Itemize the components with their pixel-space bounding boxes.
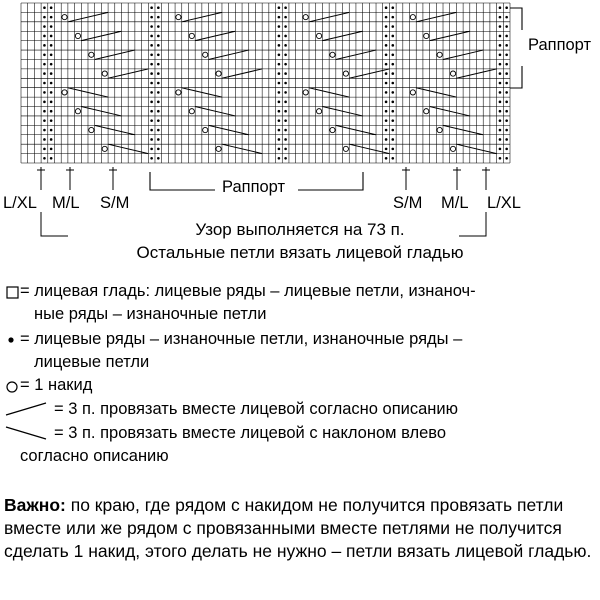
yarn-over-circle xyxy=(450,71,455,76)
purl-dot xyxy=(150,63,153,66)
purl-dot xyxy=(385,16,388,19)
purl-dot xyxy=(150,101,153,104)
purl-dot xyxy=(43,138,46,141)
purl-dot xyxy=(499,157,502,160)
legend-item-sk2p xyxy=(20,422,447,468)
yarn-over-circle xyxy=(316,109,321,114)
yarn-over-circle xyxy=(424,109,429,114)
yarn-over-circle xyxy=(203,127,208,132)
purl-dot xyxy=(284,138,287,141)
yarn-over-circle xyxy=(424,33,429,38)
purl-dot xyxy=(284,35,287,38)
purl-dot xyxy=(43,110,46,113)
yarn-over-circle xyxy=(176,15,181,20)
purl-dot xyxy=(157,157,160,160)
purl-dot xyxy=(50,63,53,66)
purl-dot xyxy=(50,35,53,38)
purl-dot xyxy=(50,44,53,47)
purl-dot xyxy=(278,129,281,132)
purl-dot xyxy=(150,148,153,151)
size-label-left-ml: M/L xyxy=(52,194,80,212)
purl-dot xyxy=(391,35,394,38)
yarn-over-circle xyxy=(75,33,80,38)
size-label-right-lxl: L/XL xyxy=(487,194,521,212)
purl-dot xyxy=(391,63,394,66)
purl-dot xyxy=(385,72,388,75)
purl-dot xyxy=(499,119,502,122)
purl-dot xyxy=(284,82,287,85)
circle-icon xyxy=(5,380,19,394)
purl-dot xyxy=(150,16,153,19)
purl-dot xyxy=(391,91,394,94)
purl-dot xyxy=(505,53,508,56)
purl-dot xyxy=(157,16,160,19)
purl-dot xyxy=(391,148,394,151)
purl-dot xyxy=(157,63,160,66)
size-label-left-sm: S/M xyxy=(100,194,130,212)
purl-dot xyxy=(278,6,281,9)
purl-dot xyxy=(50,129,53,132)
purl-dot xyxy=(50,101,53,104)
purl-dot xyxy=(505,35,508,38)
purl-dot xyxy=(499,35,502,38)
purl-dot xyxy=(505,44,508,47)
purl-dot xyxy=(391,53,394,56)
purl-dot xyxy=(278,138,281,141)
yarn-over-circle xyxy=(437,127,442,132)
purl-dot xyxy=(499,63,502,66)
purl-dot xyxy=(385,91,388,94)
purl-dot xyxy=(284,148,287,151)
purl-dot xyxy=(150,44,153,47)
purl-dot xyxy=(499,148,502,151)
purl-dot xyxy=(385,157,388,160)
legend-text: = 3 п. провязать вместе лицевой согласно описанию xyxy=(54,400,458,418)
yarn-over-circle xyxy=(303,90,308,95)
purl-dot xyxy=(43,6,46,9)
purl-dot xyxy=(150,25,153,28)
purl-dot xyxy=(284,72,287,75)
purl-dot xyxy=(385,53,388,56)
purl-dot xyxy=(499,101,502,104)
yarn-over-circle xyxy=(410,15,415,20)
purl-dot xyxy=(50,82,53,85)
rapport-right-label: Раппорт xyxy=(528,36,592,54)
purl-dot xyxy=(385,25,388,28)
purl-dot xyxy=(284,101,287,104)
yarn-over-circle xyxy=(189,33,194,38)
purl-dot xyxy=(284,119,287,122)
yarn-over-circle xyxy=(62,15,67,20)
purl-dot xyxy=(284,91,287,94)
purl-dot xyxy=(505,129,508,132)
purl-dot xyxy=(499,6,502,9)
purl-dot xyxy=(391,110,394,113)
purl-dot xyxy=(499,82,502,85)
legend-text: = 1 накид xyxy=(20,376,93,394)
purl-dot xyxy=(385,129,388,132)
yarn-over-circle xyxy=(75,109,80,114)
purl-dot xyxy=(505,157,508,160)
purl-dot xyxy=(43,119,46,122)
purl-dot xyxy=(150,129,153,132)
yarn-over-circle xyxy=(89,127,94,132)
purl-dot xyxy=(391,72,394,75)
purl-dot xyxy=(499,72,502,75)
purl-dot xyxy=(385,63,388,66)
purl-dot xyxy=(505,72,508,75)
purl-dot xyxy=(157,6,160,9)
purl-dot xyxy=(157,72,160,75)
purl-dot xyxy=(150,157,153,160)
purl-dot xyxy=(150,82,153,85)
yarn-over-circle xyxy=(189,109,194,114)
purl-dot xyxy=(391,101,394,104)
purl-dot xyxy=(157,119,160,122)
purl-dot xyxy=(157,25,160,28)
purl-dot xyxy=(278,53,281,56)
legend-text: = лицевые ряды – изнаночные петли, изнаночные ряды – xyxy=(20,330,463,348)
purl-dot xyxy=(43,44,46,47)
yarn-over-circle xyxy=(89,52,94,57)
purl-dot xyxy=(50,110,53,113)
purl-dot xyxy=(499,138,502,141)
purl-dot xyxy=(50,16,53,19)
purl-dot xyxy=(157,44,160,47)
purl-dot xyxy=(284,16,287,19)
purl-dot xyxy=(157,129,160,132)
caption-connector-left xyxy=(41,212,68,236)
chart-grid xyxy=(21,3,510,163)
purl-dot xyxy=(278,157,281,160)
purl-dot xyxy=(391,129,394,132)
purl-dot xyxy=(499,129,502,132)
purl-dot xyxy=(391,6,394,9)
legend-item-stockinette xyxy=(20,280,476,326)
purl-dot xyxy=(391,157,394,160)
rapport-right-bracket xyxy=(510,8,522,88)
purl-dot xyxy=(499,44,502,47)
yarn-over-circle xyxy=(343,146,348,151)
purl-dot xyxy=(391,25,394,28)
yarn-over-circle xyxy=(450,146,455,151)
dot-icon xyxy=(5,334,17,346)
legend-item-yarn-over xyxy=(20,374,92,397)
yarn-over-circle xyxy=(102,71,107,76)
purl-dot xyxy=(278,82,281,85)
purl-dot xyxy=(157,91,160,94)
purl-dot xyxy=(284,110,287,113)
size-label-right-sm: S/M xyxy=(393,194,423,212)
purl-dot xyxy=(278,35,281,38)
purl-dot xyxy=(50,72,53,75)
purl-dot xyxy=(150,53,153,56)
purl-dot xyxy=(150,138,153,141)
purl-dot xyxy=(43,101,46,104)
purl-dot xyxy=(50,25,53,28)
yarn-over-circle xyxy=(303,15,308,20)
purl-dot xyxy=(385,110,388,113)
purl-dot xyxy=(499,25,502,28)
purl-dot xyxy=(385,148,388,151)
purl-dot xyxy=(43,16,46,19)
purl-dot xyxy=(505,91,508,94)
legend-text-cont: согласно описанию xyxy=(20,447,169,465)
purl-dot xyxy=(391,44,394,47)
purl-dot xyxy=(157,148,160,151)
purl-dot xyxy=(278,148,281,151)
purl-dot xyxy=(43,148,46,151)
purl-dot xyxy=(157,138,160,141)
purl-dot xyxy=(50,91,53,94)
purl-dot xyxy=(150,72,153,75)
purl-dot xyxy=(499,91,502,94)
legend-text: = 3 п. провязать вместе лицевой с наклоном влево xyxy=(54,424,447,442)
purl-dot xyxy=(157,35,160,38)
purl-dot xyxy=(157,101,160,104)
purl-dot xyxy=(50,53,53,56)
purl-dot xyxy=(50,148,53,151)
rapport-bottom-label: Раппорт xyxy=(222,178,286,196)
right-slant-line-icon xyxy=(2,400,50,418)
important-note xyxy=(4,494,596,563)
purl-dot xyxy=(50,6,53,9)
purl-dot xyxy=(391,119,394,122)
purl-dot xyxy=(505,148,508,151)
purl-dot xyxy=(278,44,281,47)
purl-dot xyxy=(150,91,153,94)
purl-dot xyxy=(499,53,502,56)
yarn-over-circle xyxy=(410,90,415,95)
purl-dot xyxy=(284,53,287,56)
important-heading: Важно: xyxy=(4,495,66,515)
purl-dot xyxy=(43,82,46,85)
purl-dot xyxy=(278,119,281,122)
legend-text: = лицевая гладь: лицевые ряды – лицевые петли, изнаноч- xyxy=(20,282,476,300)
yarn-over-circle xyxy=(203,52,208,57)
purl-dot xyxy=(505,101,508,104)
purl-dot xyxy=(284,63,287,66)
purl-dot xyxy=(385,6,388,9)
yarn-over-circle xyxy=(216,71,221,76)
yarn-over-circle xyxy=(316,33,321,38)
purl-dot xyxy=(391,82,394,85)
legend-item-k3tog xyxy=(54,398,458,421)
purl-dot xyxy=(278,91,281,94)
purl-dot xyxy=(391,138,394,141)
purl-dot xyxy=(385,35,388,38)
yarn-over-circle xyxy=(437,52,442,57)
empty-square-icon xyxy=(6,286,20,300)
purl-dot xyxy=(499,110,502,113)
purl-dot xyxy=(150,35,153,38)
purl-dot xyxy=(391,16,394,19)
purl-dot xyxy=(157,110,160,113)
purl-dot xyxy=(43,72,46,75)
purl-dot xyxy=(284,6,287,9)
purl-dot xyxy=(157,82,160,85)
purl-dot xyxy=(150,6,153,9)
purl-dot xyxy=(499,16,502,19)
purl-dot xyxy=(505,110,508,113)
purl-dot xyxy=(505,25,508,28)
purl-dot xyxy=(505,16,508,19)
purl-dot xyxy=(278,72,281,75)
purl-dot xyxy=(50,119,53,122)
purl-dot xyxy=(278,25,281,28)
purl-dot xyxy=(43,25,46,28)
yarn-over-circle xyxy=(330,52,335,57)
purl-dot xyxy=(43,157,46,160)
legend-text-cont: лицевые петли xyxy=(34,353,150,371)
purl-dot xyxy=(385,138,388,141)
purl-dot xyxy=(150,119,153,122)
purl-dot xyxy=(43,53,46,56)
yarn-over-circle xyxy=(343,71,348,76)
purl-dot xyxy=(43,129,46,132)
purl-dot xyxy=(505,6,508,9)
purl-dot xyxy=(157,53,160,56)
size-label-right-ml: M/L xyxy=(441,194,469,212)
size-label-left-lxl: L/XL xyxy=(3,194,37,212)
purl-dot xyxy=(284,44,287,47)
purl-dot xyxy=(284,25,287,28)
purl-dot xyxy=(43,63,46,66)
yarn-over-circle xyxy=(330,127,335,132)
yarn-over-circle xyxy=(102,146,107,151)
purl-dot xyxy=(505,138,508,141)
purl-dot xyxy=(284,129,287,132)
purl-dot xyxy=(43,35,46,38)
purl-dot xyxy=(284,157,287,160)
purl-dot xyxy=(505,82,508,85)
yarn-over-circle xyxy=(62,90,67,95)
purl-dot xyxy=(278,16,281,19)
purl-dot xyxy=(50,157,53,160)
purl-dot xyxy=(385,119,388,122)
purl-dot xyxy=(43,91,46,94)
important-text: по краю, где рядом с накидом не получится провязать петли вместе или же рядом с провязанными вместе петлями не получится сделать 1 накид, этого делать не нужно – петли вязать лицевой гладью. xyxy=(4,495,592,561)
left-slant-line-icon xyxy=(2,424,50,442)
purl-dot xyxy=(278,110,281,113)
purl-dot xyxy=(385,44,388,47)
yarn-over-circle xyxy=(216,146,221,151)
caption-line-2: Остальные петли вязать лицевой гладью xyxy=(136,243,464,262)
purl-dot xyxy=(50,138,53,141)
legend-text-cont: ные ряды – изнаночные петли xyxy=(34,305,267,323)
purl-dot xyxy=(278,63,281,66)
purl-dot xyxy=(505,63,508,66)
purl-dot xyxy=(150,110,153,113)
purl-dot xyxy=(385,101,388,104)
caption-line-1: Узор выполняется на 73 п. xyxy=(195,220,405,239)
purl-dot xyxy=(505,119,508,122)
purl-dot xyxy=(278,101,281,104)
purl-dot xyxy=(385,82,388,85)
yarn-over-circle xyxy=(176,90,181,95)
legend-item-purl xyxy=(20,328,462,374)
